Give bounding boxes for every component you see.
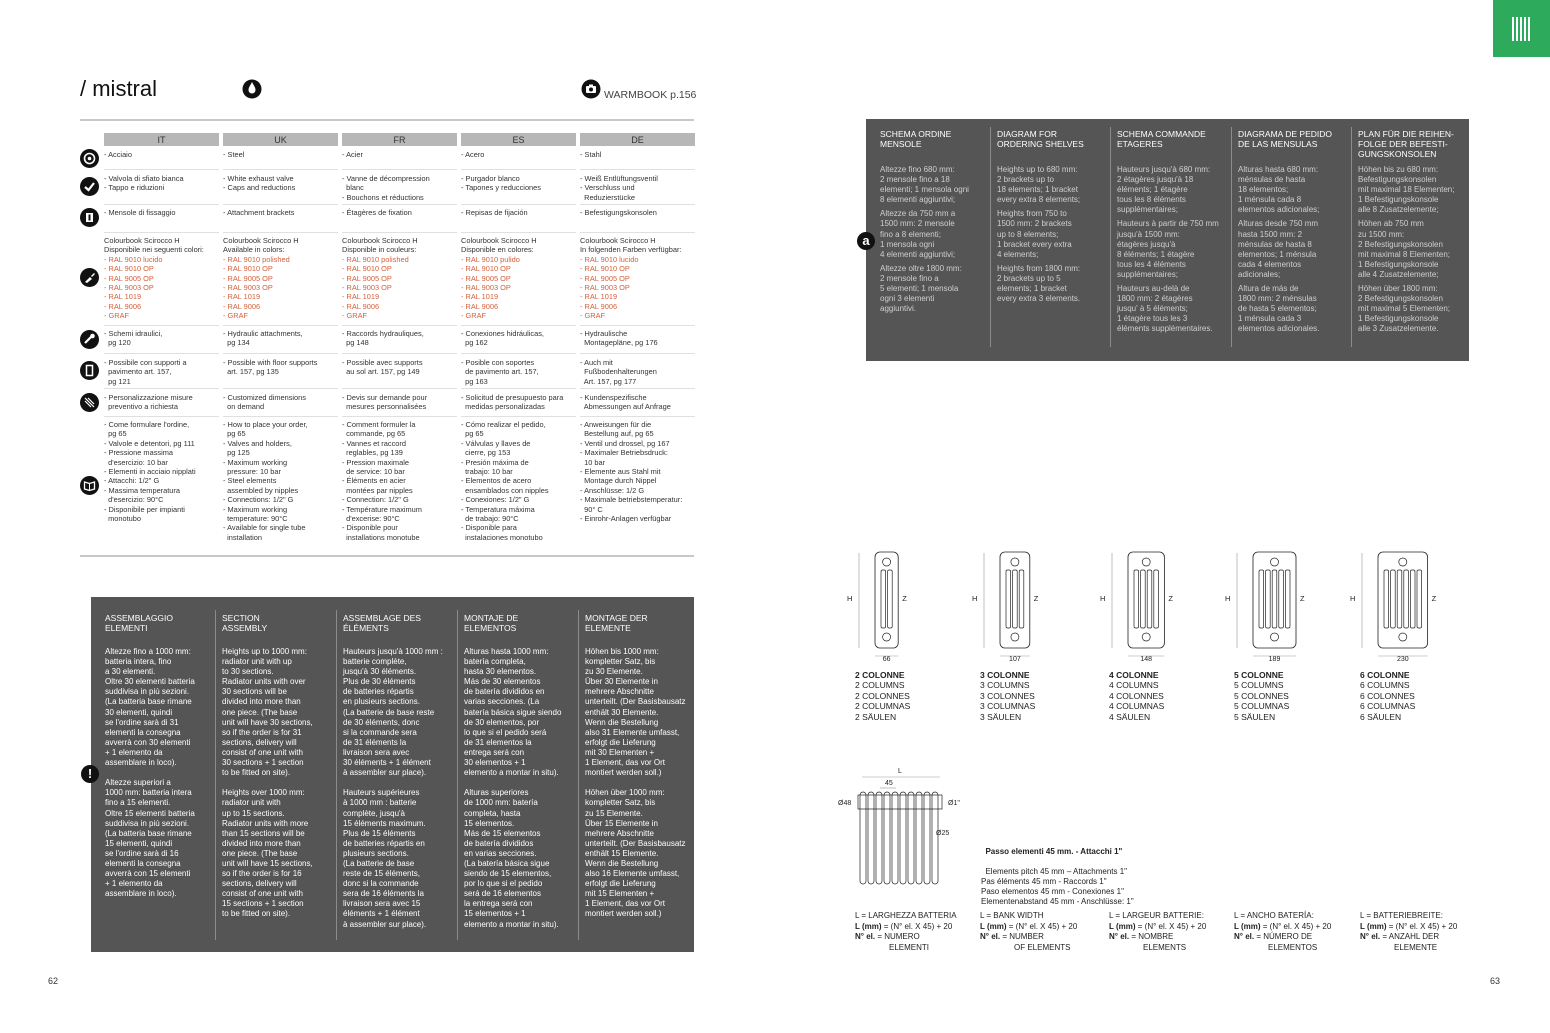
spec-cell-es: [461, 236, 537, 321]
header-divider: [80, 119, 694, 121]
row-divider: [580, 232, 695, 233]
pitch-label: 45: [885, 780, 893, 787]
legend-line: N° el. = ANZAHL DER: [1360, 932, 1440, 942]
colour-list: - RAL 9010 lucido - RAL 9010 OP - RAL 9005 OP - RAL 9003 OP - RAL 1019 - RAL 9006 - GRAF: [580, 254, 639, 321]
legend-line: L (mm) = (N° el. X 45) + 20: [855, 921, 953, 931]
shelves-paragraph: Höhen bis zu 680 mm: Befestigungskonsolen mit maximal 18 Elementen; 1 Befestigungskonsole alle 8 Zusatzelemente;: [1358, 165, 1455, 215]
row-divider: [104, 325, 219, 326]
row-divider: [104, 353, 219, 354]
legend-line: ELEMENTS: [1143, 942, 1187, 952]
column-diagrams: [840, 548, 1480, 668]
spec-cell-it: - Schemi idraulici, pg 120: [104, 329, 163, 348]
row-divider: [342, 416, 457, 417]
shelves-paragraph: Alturas desde 750 mm hasta 1500 mm: 2 ménsulas de hasta 8 elementos; 1 ménsula cada 4 elementos adicionales;: [1238, 219, 1319, 279]
bracket-icon: [80, 208, 99, 227]
assembly-heading: MONTAJE DE ELEMENTOS: [464, 613, 519, 633]
column-type-line: 5 COLONNE: [1234, 670, 1284, 680]
pitch-translations: Elements pitch 45 mm – Attachments 1" Pas éléments 45 mm - Raccords 1" Paso elementos 45 mm - Conexiones 1" Elementenabstand 45 mm - Anschlüsse: 1": [981, 867, 1134, 906]
element-section: [876, 792, 882, 884]
column-type-line: 6 COLONNE: [1360, 670, 1410, 680]
pitch-info: [981, 837, 1134, 907]
column-type-line: 6 COLUMNAS: [1360, 701, 1416, 712]
checkmark-icon: [80, 177, 99, 196]
legend-line: L (mm) = (N° el. X 45) + 20: [1234, 921, 1332, 931]
spec-cell-es: - Solicitud de presupuesto para medidas personalizadas: [461, 393, 564, 412]
bottom-connection: [1011, 633, 1019, 641]
assembly-heading: ASSEMBLAGGIO ELEMENTI: [105, 613, 174, 633]
column-type-line: 2 COLUMNAS: [855, 701, 911, 712]
spec-cell-it: - Come formulare l'ordine, pg 65 - Valvole e detentori, pg 111 - Pressione massima d'esercizio: 10 bar - Elementi in acciaio nipplati - Attacchi: 1/2" G - Massima temperatura d'esercizio: 90°C - Disponibile per impianti monotubo: [104, 420, 196, 524]
legend-block: [980, 911, 1077, 953]
section-tab: [1493, 0, 1550, 57]
column-type-line: 3 COLONNES: [980, 690, 1035, 701]
column-type-line: 4 COLONNE: [1109, 670, 1159, 680]
floor-support-icon: [80, 361, 99, 380]
top-connection: [1271, 558, 1279, 566]
spec-cell-it: - Personalizzazione misure preventivo a richiesta: [104, 393, 193, 412]
element-section: [900, 792, 906, 884]
column-type-label: [1234, 670, 1289, 722]
column-type-line: 3 COLUMNAS: [980, 701, 1036, 712]
column-divider: [457, 610, 458, 940]
legend-line: L = LARGEUR BATTERIE:: [1109, 911, 1204, 920]
row-divider: [580, 416, 695, 417]
column-type-line: 3 COLONNE: [980, 670, 1030, 680]
spec-cell-es: - Repisas de fijación: [461, 208, 528, 217]
warmbook-reference: WARMBOOK p.156: [604, 89, 697, 101]
tube: [881, 570, 886, 628]
row-divider: [461, 416, 576, 417]
pitch-title: Passo elementi 45 mm. - Attacchi 1": [985, 847, 1123, 856]
shelves-text: [880, 165, 969, 318]
tube: [1019, 570, 1024, 628]
spec-cell-es: - Conexiones hidráulicas, pg 162: [461, 329, 544, 348]
column-divider: [578, 610, 579, 940]
row-divider: [580, 169, 695, 170]
columns-icon: [1493, 0, 1550, 57]
row-divider: [342, 388, 457, 389]
spec-cell-fr: - Vanne de décompression blanc - Bouchons et réductions: [342, 174, 430, 202]
column-type-line: 4 COLUMNAS: [1109, 701, 1165, 712]
diameter-1in-label: Ø1": [948, 800, 960, 807]
spec-cell-it: - Possibile con supporti a pavimento art. 157, pg 121: [104, 358, 187, 386]
spec-cell-fr: - Devis sur demande pour mesures personnalisées: [342, 393, 428, 412]
diameter-25-label: Ø25: [936, 830, 950, 837]
legend-line: ELEMENTE: [1394, 942, 1438, 952]
spec-cell-fr: - Possible avec supports au sol art. 157, pg 149: [342, 358, 423, 377]
legend-line: N° el. = NUMBER: [980, 932, 1044, 942]
radiator-body: [875, 552, 898, 648]
tube: [1154, 570, 1159, 628]
width-label: 107: [1009, 656, 1021, 663]
spec-cell-uk: [223, 236, 299, 321]
assembly-text: Alturas hasta 1000 mm: batería completa, hasta 30 elementos. Más de 30 elementos de batería divididos en varias secciones. (La batería básica sigue siendo de 30 elementos, por lo que si el pedido será de 31 elementos la entrega será con 30 elementos + 1 elemento a montar in situ). Alturas superiores de 1000 mm: batería completa, hasta 15 elementos. Más de 15 elementos de batería divididos en varias secciones. (La batería básica sigue siendo de 15 elementos, por lo que si el pedido será de 16 elementos la entrega será con 15 elementos + 1 elemento a montar in situ).: [464, 647, 562, 929]
legend-block: [1360, 911, 1457, 953]
legend-line: L (mm) = (N° el. X 45) + 20: [1360, 921, 1458, 931]
shelves-heading: SCHEMA COMMANDE ETAGERES: [1117, 129, 1206, 149]
tube: [1141, 570, 1146, 628]
row-divider: [461, 204, 576, 205]
row-divider: [104, 416, 219, 417]
column-type-label: [1360, 670, 1415, 722]
colour-intro: Colourbook Scirocco H Disponible en colores:: [461, 236, 537, 255]
element-section: [884, 792, 890, 884]
shelves-paragraph: Alturas hasta 680 mm: ménsulas de hasta 18 elementos; 1 ménsula cada 8 elementos adicionales;: [1238, 165, 1320, 215]
legend-line: N° el. = NÚMERO DE: [1234, 932, 1313, 942]
colour-intro: Colourbook Scirocco H Disponibile nei seguenti colori:: [104, 236, 204, 255]
radiator-body: [1253, 552, 1296, 648]
spec-cell-de: - Anweisungen für die Bestellung auf, pg 65 - Ventil und drossel, pg 167 - Maximaler Betriebsdruck: 10 bar - Elemente aus Stahl mit Montage durch Nippel - Anschlüsse: 1/2 G - Maximale betriebstemperatur: 90° C - Einrohr-Anlagen verfügbar: [580, 420, 683, 524]
column-diagram: [847, 552, 907, 663]
colour-list: - RAL 9010 lucido - RAL 9010 OP - RAL 9005 OP - RAL 9003 OP - RAL 1019 - RAL 9006 - GRAF: [104, 254, 163, 321]
shelves-paragraph: Altezze da 750 mm a 1500 mm: 2 mensole fino a 8 elementi; 1 mensola ogni 4 elementi aggiuntivi;: [880, 209, 956, 259]
row-divider: [223, 232, 338, 233]
assembly-text: Höhen bis 1000 mm: kompletter Satz, bis zu 30 Elemente. Über 30 Elemente in mehrere Abschnitte unterteilt. (Der Basisbausatz enthält 30 Elemente. Wenn die Bestellung also 31 Elemente umfasst, erfolgt die Lieferung mit 30 Elementen + 1 Element, das vor Ort montiert werden soll.) Höhen über 1000 mm: kompletter Satz, bis zu 15 Elemente. Über 15 Elemente in mehrere Abschnitte unterteilt. (Der Basisbausatz enthält 15 Elemente. Wenn die Bestellung also 16 Elemente umfasst, erfolgt die Lieferung mit 15 Elementen + 1 Element, das vor Ort montiert werden soll.): [585, 647, 686, 919]
tube: [1006, 570, 1011, 628]
assembly-heading: MONTAGE DER ELEMENTE: [585, 613, 648, 633]
row-divider: [580, 353, 695, 354]
spec-cell-uk: - Possible with floor supports art. 157, pg 135: [223, 358, 318, 377]
shelves-paragraph: Heights up to 680 mm: 2 brackets up to 18 elements; 1 bracket every extra 8 elements;: [997, 165, 1081, 205]
shelves-paragraph: Altezze oltre 1800 mm: 2 mensole fino a 5 elementi; 1 mensola ogni 3 elementi aggiuntivi.: [880, 263, 962, 314]
legend-line: L = ANCHO BATERÍA:: [1234, 911, 1314, 920]
bottom-connection: [1142, 633, 1150, 641]
column-type-line: 4 COLUMNS: [1109, 680, 1159, 691]
legend-line: ELEMENTOS: [1268, 942, 1318, 952]
warning-icon: !: [81, 765, 99, 783]
page-title: / mistral: [80, 76, 157, 101]
tube: [1410, 570, 1415, 628]
tube: [1397, 570, 1402, 628]
column-type-line: 6 COLONNES: [1360, 690, 1415, 701]
spec-cell-it: - Acciaio: [104, 150, 132, 159]
row-divider: [104, 204, 219, 205]
spec-cell-de: - Hydraulische Montagepläne, pg 176: [580, 329, 658, 348]
width-label: 230: [1396, 656, 1409, 663]
spec-cell-it: [104, 236, 204, 321]
shelves-paragraph: Altura de más de 1800 mm: 2 ménsulas de hasta 5 elementos; 1 ménsula cada 3 elementos adicionales.: [1238, 284, 1320, 334]
tube: [1391, 570, 1396, 628]
column-type-line: 6 COLUMNS: [1360, 680, 1410, 691]
length-label: L: [898, 768, 902, 775]
z-label: Z: [1033, 594, 1039, 603]
column-divider: [1351, 127, 1352, 347]
legend-line: ELEMENTI: [889, 942, 930, 952]
colour-intro: Colourbook Scirocco H In folgenden Farben verfügbar:: [580, 236, 682, 255]
spec-cell-it: - Valvola di sfiato bianca - Tappo e riduzioni: [104, 174, 184, 193]
tube: [1384, 570, 1389, 628]
spec-cell-es: - Posible con soportes de pavimento art. 157, pg 163: [461, 358, 539, 386]
bottom-connection: [883, 633, 891, 641]
column-type-line: 2 SÄULEN: [855, 711, 897, 722]
column-diagram: [1350, 552, 1437, 663]
custom-size-icon: [80, 393, 99, 412]
wrench-icon: [80, 330, 99, 349]
shelves-paragraph: Hauteurs au-delà de 1800 mm: 2 étagères jusqu' à 5 éléments; 1 étagère tous les 3 éléments supplémentaires.: [1117, 284, 1213, 334]
row-divider: [104, 388, 219, 389]
row-divider: [461, 353, 576, 354]
shelves-heading: SCHEMA ORDINE MENSOLE: [880, 129, 952, 149]
top-connection: [1011, 558, 1019, 566]
shelves-paragraph: Heights from 750 to 1500 mm: 2 brackets up to 8 elements; 1 bracket every extra 4 elements;: [997, 209, 1072, 259]
radiator-body: [1000, 552, 1030, 648]
row-divider: [342, 232, 457, 233]
shelves-marker-icon: a: [857, 232, 875, 250]
legend-line: L = LARGHEZZA BATTERIA: [855, 911, 957, 920]
row-divider: [223, 353, 338, 354]
paint-brush-icon: [80, 268, 99, 287]
shelves-paragraph: Altezze fino 680 mm: 2 mensole fino a 18 elementi; 1 mensola ogni 8 elementi aggiuntivi;: [880, 165, 969, 205]
shelves-paragraph: Hauteurs jusqu'à 680 mm: 2 étagères jusqu'à 18 éléments; 1 étagère tous les 8 éléments supplémentaires;: [1117, 165, 1211, 215]
shelves-text: [1117, 165, 1219, 339]
top-view-diagram: [830, 765, 980, 890]
column-type-label: [855, 670, 910, 722]
column-diagram: [1225, 552, 1305, 663]
legend-line: OF ELEMENTS: [1014, 942, 1071, 952]
row-divider: [342, 353, 457, 354]
spec-cell-de: - Weiß Entlüftungsventil - Verschluss und Reduzierstücke: [580, 174, 658, 202]
legend-line: N° el. = NOMBRE: [1109, 932, 1174, 942]
element-section: [932, 792, 938, 884]
colour-intro: Colourbook Scirocco H Disponible in couleurs:: [342, 236, 418, 255]
legend-block: [855, 911, 957, 953]
bottom-connection: [1271, 633, 1279, 641]
tube: [1259, 570, 1264, 628]
z-label: Z: [1431, 594, 1437, 603]
assembly-text: Heights up to 1000 mm: radiator unit with up to 30 sections. Radiator units with over 30 sections will be divided into more than one piece. (The base unit will have 30 sections, so if the order is for 31 sections, delivery will consist of one unit with 30 sections + 1 section to be fitted on site). Heights over 1000 mm: radiator unit with up to 15 sections. Radiator units with more than 15 sections will be divided into more than one piece. (The base unit will have 15 sections, so if the order is for 16 sections, delivery will consist of one unit with 15 sections + 1 section to be fitted on site).: [222, 647, 313, 919]
spec-cell-uk: - Attachment brackets: [223, 208, 295, 217]
element-section: [908, 792, 914, 884]
row-divider: [104, 232, 219, 233]
element-section: [868, 792, 874, 884]
legend-line: L (mm) = (N° el. X 45) + 20: [1109, 921, 1207, 931]
book-icon: [80, 476, 99, 495]
spec-cell-es: - Acero: [461, 150, 485, 159]
row-divider: [223, 169, 338, 170]
material-icon: [80, 149, 99, 168]
spec-cell-fr: - Étagères de fixation: [342, 208, 412, 217]
lang-header-es: ES: [461, 133, 576, 146]
top-connection: [883, 558, 891, 566]
colour-list: - RAL 9010 polished - RAL 9010 OP - RAL 9005 OP - RAL 9003 OP - RAL 1019 - RAL 9006 - GRAF: [223, 254, 290, 321]
legend-block: [1234, 911, 1331, 953]
spec-cell-de: - Stahl: [580, 150, 602, 159]
column-type-line: 2 COLUMNS: [855, 680, 905, 691]
water-drop-icon: [242, 77, 262, 99]
lang-header-it: IT: [104, 133, 219, 146]
spec-cell-uk: - White exhaust valve - Caps and reductions: [223, 174, 296, 193]
tube: [1272, 570, 1277, 628]
tube: [1013, 570, 1018, 628]
column-divider: [1231, 127, 1232, 347]
assembly-text: Altezze fino a 1000 mm: batteria intera, fino a 30 elementi. Oltre 30 elementi batteria suddivisa in più sezioni. (La batteria base rimane 30 elementi, quindi se l'ordine sarà di 31 elementi la consegna avverrà con 30 elementi + 1 elemento da assemblare in loco). Altezze superiori a 1000 mm: batteria intera fino a 15 elementi. Oltre 15 elementi batteria suddivisa in più sezioni. (La batteria base rimane 15 elementi, quindi se l'ordine sarà di 16 elementi la consegna avverrà con 15 elementi + 1 elemento da assemblare in loco).: [105, 647, 195, 899]
shelves-paragraph: Heights from 1800 mm: 2 brackets up to 5 elements; 1 bracket every extra 3 elements.: [997, 263, 1081, 304]
column-type-line: 3 SÄULEN: [980, 711, 1022, 722]
spec-cell-fr: - Acier: [342, 150, 363, 159]
height-label: H: [1225, 594, 1231, 603]
column-type-line: 5 COLUMNAS: [1234, 701, 1290, 712]
row-divider: [104, 169, 219, 170]
lang-header-de: DE: [580, 133, 695, 146]
column-diagram: [972, 552, 1039, 663]
column-type-line: 3 COLUMNS: [980, 680, 1030, 691]
spec-cell-uk: - Steel: [223, 150, 245, 159]
lang-header-uk: UK: [223, 133, 338, 146]
height-label: H: [1350, 594, 1356, 603]
height-label: H: [1100, 594, 1106, 603]
shelves-paragraph: Höhen über 1800 mm: 2 Befestigungskonsolen mit maximal 5 Elementen; 1 Befestigungskonsole alle 3 Zusatzelemente.: [1358, 284, 1451, 334]
z-label: Z: [1300, 594, 1305, 603]
column-type-line: 2 COLONNES: [855, 690, 910, 701]
height-label: H: [972, 594, 978, 603]
column-divider: [215, 610, 216, 940]
spec-cell-de: - Befestigungskonsolen: [580, 208, 657, 217]
row-divider: [461, 232, 576, 233]
legend-line: L = BANK WIDTH: [980, 911, 1044, 920]
row-divider: [342, 204, 457, 205]
colour-list: - RAL 9010 pulido - RAL 9010 OP - RAL 9005 OP - RAL 9003 OP - RAL 1019 - RAL 9006 - GRAF: [461, 254, 520, 321]
page-number-right: 63: [1490, 976, 1501, 986]
element-section: [924, 792, 930, 884]
column-divider: [1110, 127, 1111, 347]
spec-cell-de: - Auch mit Fußbodenhalterungen Art. 157, pg 177: [580, 358, 657, 386]
row-divider: [223, 204, 338, 205]
column-divider: [990, 127, 991, 347]
column-type-line: 2 COLONNE: [855, 670, 905, 680]
column-type-line: 5 COLUMNS: [1234, 680, 1284, 691]
shelves-text: [1358, 165, 1454, 339]
legend-line: L (mm) = (N° el. X 45) + 20: [980, 921, 1078, 931]
page-number-left: 62: [48, 976, 59, 986]
column-diagram: [1100, 552, 1173, 663]
camera-icon: [581, 79, 601, 99]
spec-cell-es: - Purgador blanco - Tapones y reducciones: [461, 174, 541, 193]
shelves-heading: PLAN FÜR DIE REIHEN- FOLGE DER BEFESTI- GUNGSKONSOLEN: [1358, 129, 1454, 159]
spec-cell-es: - Cómo realizar el pedido, pg 65 - Válvulas y llaves de cierre, pg 153 - Presión máxima de trabajo: 10 bar - Elementos de acero ensamblados con nipples - Conexiones: 1/2" G - Temperatura máxima de trabajo: 90°C - Disponible para instalaciones monotubo: [461, 420, 549, 542]
spec-cell-uk: - Customized dimensions on demand: [223, 393, 306, 412]
column-type-line: 5 COLONNES: [1234, 690, 1289, 701]
spec-cell-fr: - Comment formuler la commande, pg 65 - Vannes et raccord reglables, pg 139 - Pression maximale de service: 10 bar - Éléments en acier montées par nipples - Connection: 1/2" G - Température maximum d'excerise: 90°C - Disponible pour installations monotube: [342, 420, 422, 542]
assembly-heading: SECTION ASSEMBLY: [222, 613, 268, 633]
tube: [1404, 570, 1409, 628]
column-type-line: 6 SÄULEN: [1360, 711, 1402, 722]
column-type-label: [980, 670, 1035, 722]
colour-list: - RAL 9010 polished - RAL 9010 OP - RAL 9005 OP - RAL 9003 OP - RAL 1019 - RAL 9006 - GRAF: [342, 254, 409, 321]
height-label: H: [847, 594, 853, 603]
shelves-paragraph: Hauteurs à partir de 750 mm jusqu'à 1500 mm: étagères jusqu'à 8 éléments; 1 étagère tous les 4 éléments supplémentaires;: [1117, 219, 1219, 279]
row-divider: [580, 325, 695, 326]
colour-intro: Colourbook Scirocco H Available in colors:: [223, 236, 299, 255]
spec-cell-uk: - Hydraulic attachments, pg 134: [223, 329, 303, 348]
tube: [888, 570, 893, 628]
tube: [1279, 570, 1284, 628]
legend-block: [1109, 911, 1206, 953]
spec-cell-uk: - How to place your order, pg 65 - Valves and holders, pg 125 - Maximum working pressure: 10 bar - Steel elements assembled by nipples - Connections: 1/2" G - Maximum working temperature: 90°C - Available for single tube installation: [223, 420, 308, 542]
row-divider: [580, 204, 695, 205]
element-section: [892, 792, 898, 884]
row-divider: [461, 388, 576, 389]
spec-cell-de: [580, 236, 681, 321]
radiator-body: [1378, 552, 1428, 648]
row-divider: [223, 416, 338, 417]
assembly-heading: ASSEMBLAGE DES ÉLÉMENTS: [343, 613, 421, 633]
column-type-line: 5 SÄULEN: [1234, 711, 1276, 722]
legend-line: L = BATTERIEBREITE:: [1360, 911, 1443, 920]
tube: [1266, 570, 1271, 628]
row-divider: [223, 388, 338, 389]
tube: [1417, 570, 1422, 628]
row-divider: [223, 325, 338, 326]
tube: [1147, 570, 1152, 628]
spec-cell-fr: [342, 236, 418, 321]
lang-header-fr: FR: [342, 133, 457, 146]
z-label: Z: [1168, 594, 1173, 603]
shelves-heading: DIAGRAM FOR ORDERING SHELVES: [997, 129, 1084, 149]
row-divider: [342, 325, 457, 326]
table-bottom-divider: [80, 555, 694, 557]
shelves-text: [1238, 165, 1319, 339]
bottom-connection: [1399, 633, 1407, 641]
top-connection: [1142, 558, 1150, 566]
spec-cell-de: - Kundenspezifische Abmessungen auf Anfrage: [580, 393, 671, 412]
tube: [1285, 570, 1290, 628]
radiator-body: [1128, 552, 1164, 648]
column-type-line: 4 SÄULEN: [1109, 711, 1151, 722]
element-section: [916, 792, 922, 884]
element-section: [860, 792, 866, 884]
spec-cell-fr: - Raccords hydrauliques, pg 148: [342, 329, 424, 348]
tube: [1134, 570, 1139, 628]
row-divider: [342, 169, 457, 170]
row-divider: [580, 388, 695, 389]
spec-cell-it: - Mensole di fissaggio: [104, 208, 176, 217]
column-divider: [336, 610, 337, 940]
diameter-48-label: Ø48: [838, 800, 852, 807]
width-label: 148: [1140, 656, 1153, 663]
row-divider: [461, 325, 576, 326]
legend-line: N° el. = NUMERO: [855, 932, 920, 942]
row-divider: [461, 169, 576, 170]
shelves-heading: DIAGRAMA DE PEDIDO DE LAS MENSULAS: [1238, 129, 1332, 149]
shelves-text: [997, 165, 1080, 308]
column-type-line: 4 COLONNES: [1109, 690, 1164, 701]
z-label: Z: [902, 594, 907, 603]
top-connection: [1399, 558, 1407, 566]
width-label: 189: [1268, 656, 1281, 663]
column-type-label: [1109, 670, 1164, 722]
assembly-text: Hauteurs jusqu'à 1000 mm : batterie complète, jusqu'à 30 éléments. Plus de 30 éléments de batteries répartis en plusieurs sections. (La batterie de base reste de 30 éléments, donc si la commande sera de 31 éléments la livraison sera avec 30 éléments + 1 élément à assembler sur place). Hauteurs supérieures à 1000 mm : batterie complète, jusqu'à 15 éléments maximum. Plus de 15 éléments de batteries répartis en plusieurs sections. (La batterie de base reste de 15 éléments, donc si la commande sera de 16 éléments la livraison sera avec 15 éléments + 1 élément à assembler sur place).: [343, 647, 443, 929]
width-label: 66: [882, 656, 891, 663]
shelves-paragraph: Höhen ab 750 mm zu 1500 mm: 2 Befestigungskonsolen mit maximal 8 Elementen; 1 Befestigungskonsole alle 4 Zusatzelemente;: [1358, 219, 1451, 279]
